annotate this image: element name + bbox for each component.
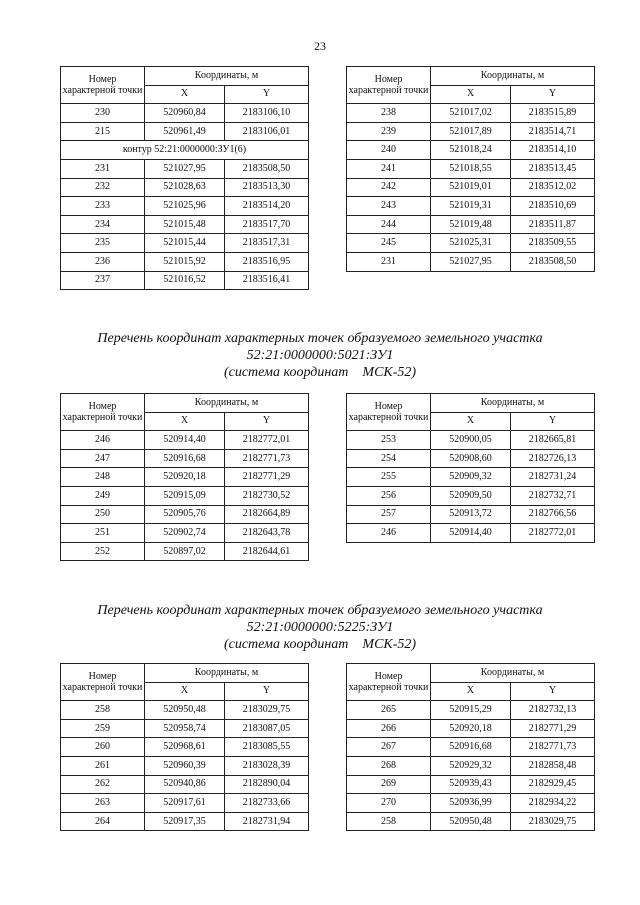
x-coordinate-cell: 520915,09 bbox=[145, 486, 225, 505]
header-coordinates: Координаты, м bbox=[145, 664, 309, 683]
y-coordinate-cell: 2182726,13 bbox=[511, 449, 595, 468]
point-number-cell: 262 bbox=[61, 775, 145, 794]
y-coordinate-cell: 2182730,52 bbox=[225, 486, 309, 505]
y-coordinate-cell: 2182934,22 bbox=[511, 794, 595, 813]
point-number-cell: 249 bbox=[61, 486, 145, 505]
point-number-cell: 267 bbox=[347, 738, 431, 757]
y-coordinate-cell: 2183514,71 bbox=[511, 122, 595, 141]
y-coordinate-cell: 2182732,13 bbox=[511, 701, 595, 720]
y-coordinate-cell: 2183516,95 bbox=[225, 252, 309, 271]
table-row bbox=[347, 197, 595, 216]
section-title bbox=[0, 602, 640, 653]
y-coordinate-cell: 2182771,29 bbox=[225, 468, 309, 487]
table-row bbox=[61, 215, 309, 234]
y-coordinate-cell: 2182771,73 bbox=[511, 738, 595, 757]
contour-label: контур 52:21:0000000:ЗУ1(6) bbox=[61, 141, 309, 160]
x-coordinate-cell: 520936,99 bbox=[431, 794, 511, 813]
section-title-line: Перечень координат характерных точек образуемого земельного участка bbox=[97, 331, 543, 346]
point-number-cell: 256 bbox=[347, 486, 431, 505]
y-coordinate-cell: 2183514,10 bbox=[511, 141, 595, 160]
y-coordinate-cell: 2183517,31 bbox=[225, 234, 309, 253]
y-coordinate-cell: 2183028,39 bbox=[225, 756, 309, 775]
x-coordinate-cell: 520917,35 bbox=[145, 812, 225, 831]
y-coordinate-cell: 2183514,20 bbox=[225, 197, 309, 216]
table-row bbox=[347, 794, 595, 813]
y-coordinate-cell: 2182733,66 bbox=[225, 794, 309, 813]
x-coordinate-cell: 521016,52 bbox=[145, 271, 225, 290]
section-title-line: (система координат МСК-52) bbox=[223, 365, 417, 380]
x-coordinate-cell: 520897,02 bbox=[145, 542, 225, 561]
table-row bbox=[347, 468, 595, 487]
section-title-line: 52:21:0000000:5225:ЗУ1 bbox=[246, 620, 394, 635]
section-title-line: Перечень координат характерных точек образуемого земельного участка bbox=[97, 603, 543, 618]
x-coordinate-cell: 520902,74 bbox=[145, 524, 225, 543]
table-row bbox=[61, 701, 309, 720]
y-coordinate-cell: 2183513,30 bbox=[225, 178, 309, 197]
y-coordinate-cell: 2183106,01 bbox=[225, 122, 309, 141]
y-coordinate-cell: 2182643,78 bbox=[225, 524, 309, 543]
point-number-cell: 258 bbox=[61, 701, 145, 720]
table-row bbox=[61, 468, 309, 487]
point-number-cell: 233 bbox=[61, 197, 145, 216]
y-coordinate-cell: 2183512,02 bbox=[511, 178, 595, 197]
point-number-cell: 230 bbox=[61, 104, 145, 123]
table-row bbox=[61, 234, 309, 253]
point-number-cell: 241 bbox=[347, 159, 431, 178]
table-row bbox=[347, 122, 595, 141]
y-coordinate-cell: 2183106,10 bbox=[225, 104, 309, 123]
point-number-cell: 258 bbox=[347, 812, 431, 831]
y-coordinate-cell: 2182766,56 bbox=[511, 505, 595, 524]
header-x: X bbox=[431, 682, 511, 701]
y-coordinate-cell: 2183513,45 bbox=[511, 159, 595, 178]
table-row bbox=[347, 486, 595, 505]
y-coordinate-cell: 2183029,75 bbox=[511, 812, 595, 831]
header-x: X bbox=[145, 412, 225, 431]
table-row bbox=[347, 524, 595, 543]
x-coordinate-cell: 520960,84 bbox=[145, 104, 225, 123]
table-row bbox=[347, 505, 595, 524]
table-row bbox=[61, 159, 309, 178]
x-coordinate-cell: 521025,96 bbox=[145, 197, 225, 216]
table-row bbox=[347, 141, 595, 160]
point-number-cell: 239 bbox=[347, 122, 431, 141]
header-point-number: Номер характерной точки bbox=[347, 664, 431, 701]
point-number-cell: 238 bbox=[347, 104, 431, 123]
coordinates-table bbox=[346, 663, 595, 831]
point-number-cell: 254 bbox=[347, 449, 431, 468]
y-coordinate-cell: 2183515,89 bbox=[511, 104, 595, 123]
point-number-cell: 252 bbox=[61, 542, 145, 561]
x-coordinate-cell: 520929,32 bbox=[431, 756, 511, 775]
table-row bbox=[347, 215, 595, 234]
table-row bbox=[61, 719, 309, 738]
y-coordinate-cell: 2182665,81 bbox=[511, 431, 595, 450]
table-row bbox=[61, 486, 309, 505]
point-number-cell: 232 bbox=[61, 178, 145, 197]
header-point-number: Номер характерной точки bbox=[347, 67, 431, 104]
point-number-cell: 255 bbox=[347, 468, 431, 487]
header-y: Y bbox=[511, 682, 595, 701]
coordinates-table bbox=[346, 66, 595, 272]
y-coordinate-cell: 2183516,41 bbox=[225, 271, 309, 290]
header-y: Y bbox=[225, 682, 309, 701]
table-row bbox=[61, 104, 309, 123]
x-coordinate-cell: 520920,18 bbox=[431, 719, 511, 738]
y-coordinate-cell: 2182732,71 bbox=[511, 486, 595, 505]
header-point-number: Номер характерной точки bbox=[61, 394, 145, 431]
x-coordinate-cell: 520908,60 bbox=[431, 449, 511, 468]
header-point-number: Номер характерной точки bbox=[61, 67, 145, 104]
x-coordinate-cell: 520915,29 bbox=[431, 701, 511, 720]
table-row bbox=[347, 104, 595, 123]
table-row bbox=[347, 159, 595, 178]
y-coordinate-cell: 2183511,87 bbox=[511, 215, 595, 234]
point-number-cell: 257 bbox=[347, 505, 431, 524]
x-coordinate-cell: 520939,43 bbox=[431, 775, 511, 794]
table-row bbox=[347, 775, 595, 794]
x-coordinate-cell: 521019,48 bbox=[431, 215, 511, 234]
y-coordinate-cell: 2183509,55 bbox=[511, 234, 595, 253]
table-row bbox=[61, 141, 309, 160]
point-number-cell: 263 bbox=[61, 794, 145, 813]
x-coordinate-cell: 520950,48 bbox=[431, 812, 511, 831]
table-row bbox=[347, 449, 595, 468]
x-coordinate-cell: 521015,44 bbox=[145, 234, 225, 253]
y-coordinate-cell: 2182771,73 bbox=[225, 449, 309, 468]
point-number-cell: 235 bbox=[61, 234, 145, 253]
table-row bbox=[347, 719, 595, 738]
coordinates-table bbox=[60, 663, 309, 831]
header-coordinates: Координаты, м bbox=[145, 394, 309, 413]
y-coordinate-cell: 2182771,29 bbox=[511, 719, 595, 738]
point-number-cell: 242 bbox=[347, 178, 431, 197]
x-coordinate-cell: 520940,86 bbox=[145, 775, 225, 794]
x-coordinate-cell: 521027,95 bbox=[145, 159, 225, 178]
point-number-cell: 264 bbox=[61, 812, 145, 831]
point-number-cell: 234 bbox=[61, 215, 145, 234]
x-coordinate-cell: 521018,55 bbox=[431, 159, 511, 178]
coordinates-table bbox=[60, 66, 309, 290]
header-y: Y bbox=[511, 85, 595, 104]
point-number-cell: 245 bbox=[347, 234, 431, 253]
point-number-cell: 268 bbox=[347, 756, 431, 775]
point-number-cell: 231 bbox=[347, 252, 431, 271]
table-row bbox=[61, 756, 309, 775]
table-row bbox=[61, 271, 309, 290]
header-point-number: Номер характерной точки bbox=[347, 394, 431, 431]
x-coordinate-cell: 520916,68 bbox=[431, 738, 511, 757]
table-row bbox=[61, 178, 309, 197]
x-coordinate-cell: 521018,24 bbox=[431, 141, 511, 160]
y-coordinate-cell: 2183508,50 bbox=[511, 252, 595, 271]
y-coordinate-cell: 2182929,45 bbox=[511, 775, 595, 794]
point-number-cell: 237 bbox=[61, 271, 145, 290]
y-coordinate-cell: 2182772,01 bbox=[511, 524, 595, 543]
point-number-cell: 248 bbox=[61, 468, 145, 487]
x-coordinate-cell: 520961,49 bbox=[145, 122, 225, 141]
y-coordinate-cell: 2182731,24 bbox=[511, 468, 595, 487]
x-coordinate-cell: 520950,48 bbox=[145, 701, 225, 720]
section-title bbox=[0, 330, 640, 381]
header-y: Y bbox=[511, 412, 595, 431]
x-coordinate-cell: 520909,50 bbox=[431, 486, 511, 505]
table-row bbox=[61, 252, 309, 271]
header-y: Y bbox=[225, 412, 309, 431]
y-coordinate-cell: 2182731,94 bbox=[225, 812, 309, 831]
table-row bbox=[61, 524, 309, 543]
point-number-cell: 247 bbox=[61, 449, 145, 468]
header-y: Y bbox=[225, 85, 309, 104]
coordinates-table bbox=[346, 393, 595, 543]
y-coordinate-cell: 2183508,50 bbox=[225, 159, 309, 178]
table-row bbox=[347, 738, 595, 757]
x-coordinate-cell: 520909,32 bbox=[431, 468, 511, 487]
x-coordinate-cell: 520958,74 bbox=[145, 719, 225, 738]
header-x: X bbox=[431, 85, 511, 104]
point-number-cell: 231 bbox=[61, 159, 145, 178]
coordinates-table bbox=[60, 393, 309, 561]
table-row bbox=[347, 812, 595, 831]
table-row bbox=[61, 812, 309, 831]
table-row bbox=[347, 252, 595, 271]
point-number-cell: 244 bbox=[347, 215, 431, 234]
x-coordinate-cell: 521019,01 bbox=[431, 178, 511, 197]
header-coordinates: Координаты, м bbox=[145, 67, 309, 86]
y-coordinate-cell: 2182664,89 bbox=[225, 505, 309, 524]
x-coordinate-cell: 521028,63 bbox=[145, 178, 225, 197]
x-coordinate-cell: 520913,72 bbox=[431, 505, 511, 524]
table-row bbox=[61, 794, 309, 813]
table-row bbox=[61, 775, 309, 794]
table-row bbox=[61, 449, 309, 468]
header-x: X bbox=[431, 412, 511, 431]
y-coordinate-cell: 2182890,04 bbox=[225, 775, 309, 794]
point-number-cell: 236 bbox=[61, 252, 145, 271]
x-coordinate-cell: 520920,18 bbox=[145, 468, 225, 487]
header-coordinates: Координаты, м bbox=[431, 67, 595, 86]
x-coordinate-cell: 520968,61 bbox=[145, 738, 225, 757]
x-coordinate-cell: 520900,05 bbox=[431, 431, 511, 450]
section-title-line: (система координат МСК-52) bbox=[223, 637, 417, 652]
x-coordinate-cell: 520914,40 bbox=[145, 431, 225, 450]
table-row bbox=[347, 431, 595, 450]
point-number-cell: 260 bbox=[61, 738, 145, 757]
table-row bbox=[61, 122, 309, 141]
point-number-cell: 270 bbox=[347, 794, 431, 813]
table-row bbox=[347, 234, 595, 253]
header-point-number: Номер характерной точки bbox=[61, 664, 145, 701]
x-coordinate-cell: 520916,68 bbox=[145, 449, 225, 468]
point-number-cell: 243 bbox=[347, 197, 431, 216]
point-number-cell: 265 bbox=[347, 701, 431, 720]
x-coordinate-cell: 521019,31 bbox=[431, 197, 511, 216]
table-row bbox=[61, 738, 309, 757]
x-coordinate-cell: 521017,89 bbox=[431, 122, 511, 141]
y-coordinate-cell: 2182644,61 bbox=[225, 542, 309, 561]
header-x: X bbox=[145, 85, 225, 104]
y-coordinate-cell: 2183087,05 bbox=[225, 719, 309, 738]
table-row bbox=[61, 505, 309, 524]
point-number-cell: 253 bbox=[347, 431, 431, 450]
table-row bbox=[61, 542, 309, 561]
point-number-cell: 250 bbox=[61, 505, 145, 524]
table-row bbox=[347, 178, 595, 197]
y-coordinate-cell: 2182772,01 bbox=[225, 431, 309, 450]
point-number-cell: 246 bbox=[61, 431, 145, 450]
point-number-cell: 269 bbox=[347, 775, 431, 794]
x-coordinate-cell: 520905,76 bbox=[145, 505, 225, 524]
table-row bbox=[347, 701, 595, 720]
x-coordinate-cell: 520960,39 bbox=[145, 756, 225, 775]
y-coordinate-cell: 2183029,75 bbox=[225, 701, 309, 720]
header-coordinates: Координаты, м bbox=[431, 394, 595, 413]
x-coordinate-cell: 521025,31 bbox=[431, 234, 511, 253]
point-number-cell: 266 bbox=[347, 719, 431, 738]
point-number-cell: 261 bbox=[61, 756, 145, 775]
table-row bbox=[61, 431, 309, 450]
y-coordinate-cell: 2182858,48 bbox=[511, 756, 595, 775]
page-number: 23 bbox=[314, 39, 326, 53]
point-number-cell: 240 bbox=[347, 141, 431, 160]
point-number-cell: 215 bbox=[61, 122, 145, 141]
header-x: X bbox=[145, 682, 225, 701]
header-coordinates: Координаты, м bbox=[431, 664, 595, 683]
x-coordinate-cell: 521027,95 bbox=[431, 252, 511, 271]
x-coordinate-cell: 521017,02 bbox=[431, 104, 511, 123]
x-coordinate-cell: 521015,48 bbox=[145, 215, 225, 234]
point-number-cell: 246 bbox=[347, 524, 431, 543]
table-row bbox=[347, 756, 595, 775]
table-row bbox=[61, 197, 309, 216]
section-title-line: 52:21:0000000:5021:ЗУ1 bbox=[246, 348, 394, 363]
x-coordinate-cell: 521015,92 bbox=[145, 252, 225, 271]
y-coordinate-cell: 2183085,55 bbox=[225, 738, 309, 757]
point-number-cell: 259 bbox=[61, 719, 145, 738]
x-coordinate-cell: 520914,40 bbox=[431, 524, 511, 543]
x-coordinate-cell: 520917,61 bbox=[145, 794, 225, 813]
point-number-cell: 251 bbox=[61, 524, 145, 543]
y-coordinate-cell: 2183517,70 bbox=[225, 215, 309, 234]
y-coordinate-cell: 2183510,69 bbox=[511, 197, 595, 216]
